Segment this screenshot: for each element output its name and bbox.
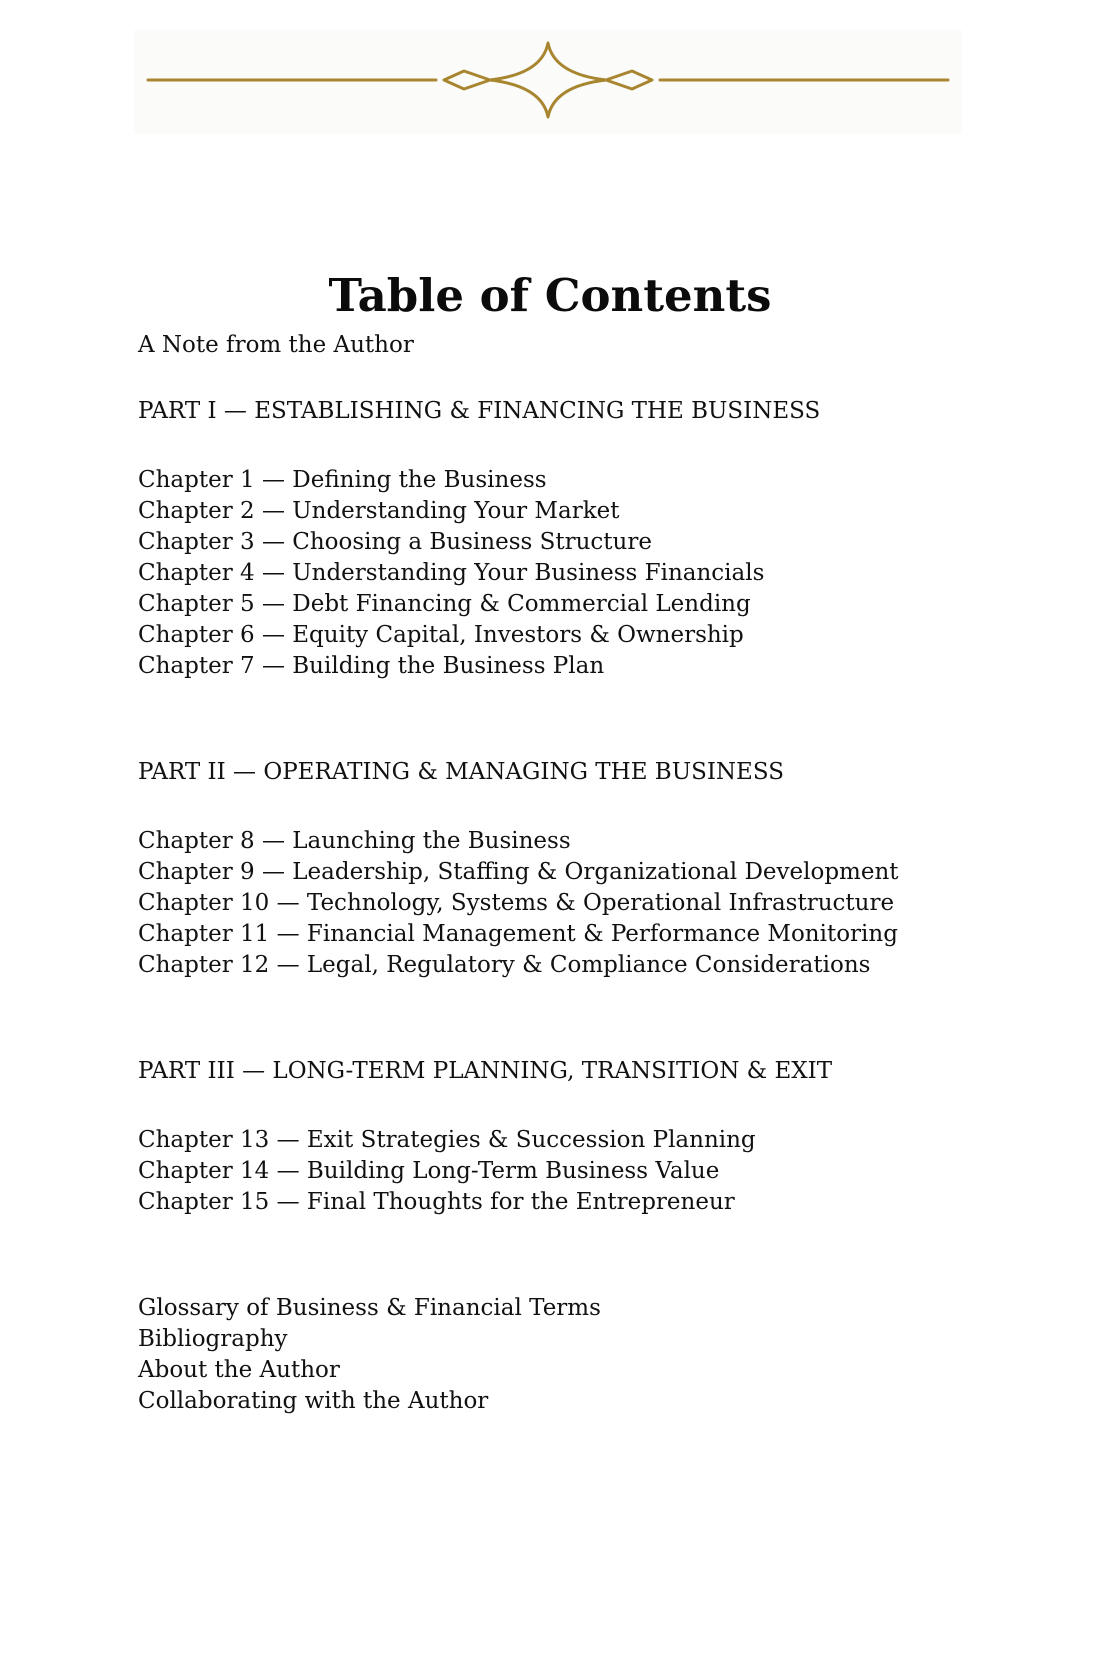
part-heading-1[interactable]: PART I — ESTABLISHING & FINANCING THE BUSINESS bbox=[138, 398, 821, 424]
part-heading-2[interactable]: PART II — OPERATING & MANAGING THE BUSINESS bbox=[138, 759, 784, 785]
chapter-entry[interactable]: Chapter 6 — Equity Capital, Investors & Ownership bbox=[138, 622, 744, 648]
header-ornament bbox=[134, 30, 962, 134]
chapter-entry[interactable]: Chapter 2 — Understanding Your Market bbox=[138, 498, 620, 524]
chapter-entry[interactable]: Chapter 15 — Final Thoughts for the Entrepreneur bbox=[138, 1189, 735, 1215]
chapter-entry[interactable]: Chapter 5 — Debt Financing & Commercial Lending bbox=[138, 591, 751, 617]
chapter-entry[interactable]: Chapter 8 — Launching the Business bbox=[138, 828, 571, 854]
chapter-entry[interactable]: Chapter 4 — Understanding Your Business Financials bbox=[138, 560, 765, 586]
backmatter-entry-collaborating[interactable]: Collaborating with the Author bbox=[138, 1388, 489, 1414]
chapter-entry[interactable]: Chapter 14 — Building Long-Term Business Value bbox=[138, 1158, 720, 1184]
page-title: Table of Contents bbox=[328, 269, 772, 323]
left-diamond-shape bbox=[444, 71, 490, 89]
four-point-star-flourish-icon bbox=[134, 30, 962, 134]
chapter-entry[interactable]: Chapter 7 — Building the Business Plan bbox=[138, 653, 605, 679]
chapter-entry[interactable]: Chapter 12 — Legal, Regulatory & Compliance Considerations bbox=[138, 952, 871, 978]
star-shape bbox=[490, 43, 606, 117]
chapter-entry[interactable]: Chapter 9 — Leadership, Staffing & Organizational Development bbox=[138, 859, 899, 885]
backmatter-entry-about-author[interactable]: About the Author bbox=[138, 1357, 340, 1383]
right-diamond-shape bbox=[606, 71, 652, 89]
chapter-entry[interactable]: Chapter 3 — Choosing a Business Structure bbox=[138, 529, 652, 555]
part-heading-3[interactable]: PART III — LONG-TERM PLANNING, TRANSITION & EXIT bbox=[138, 1058, 833, 1084]
backmatter-entry-bibliography[interactable]: Bibliography bbox=[138, 1326, 288, 1352]
table-of-contents bbox=[138, 330, 1038, 1417]
chapter-entry[interactable]: Chapter 10 — Technology, Systems & Operational Infrastructure bbox=[138, 890, 895, 916]
toc-entry-note-from-author[interactable]: A Note from the Author bbox=[138, 332, 414, 358]
backmatter-entry-glossary[interactable]: Glossary of Business & Financial Terms bbox=[138, 1295, 601, 1321]
chapter-entry[interactable]: Chapter 13 — Exit Strategies & Succession Planning bbox=[138, 1127, 756, 1153]
chapter-entry[interactable]: Chapter 1 — Defining the Business bbox=[138, 467, 547, 493]
chapter-entry[interactable]: Chapter 11 — Financial Management & Performance Monitoring bbox=[138, 921, 898, 947]
